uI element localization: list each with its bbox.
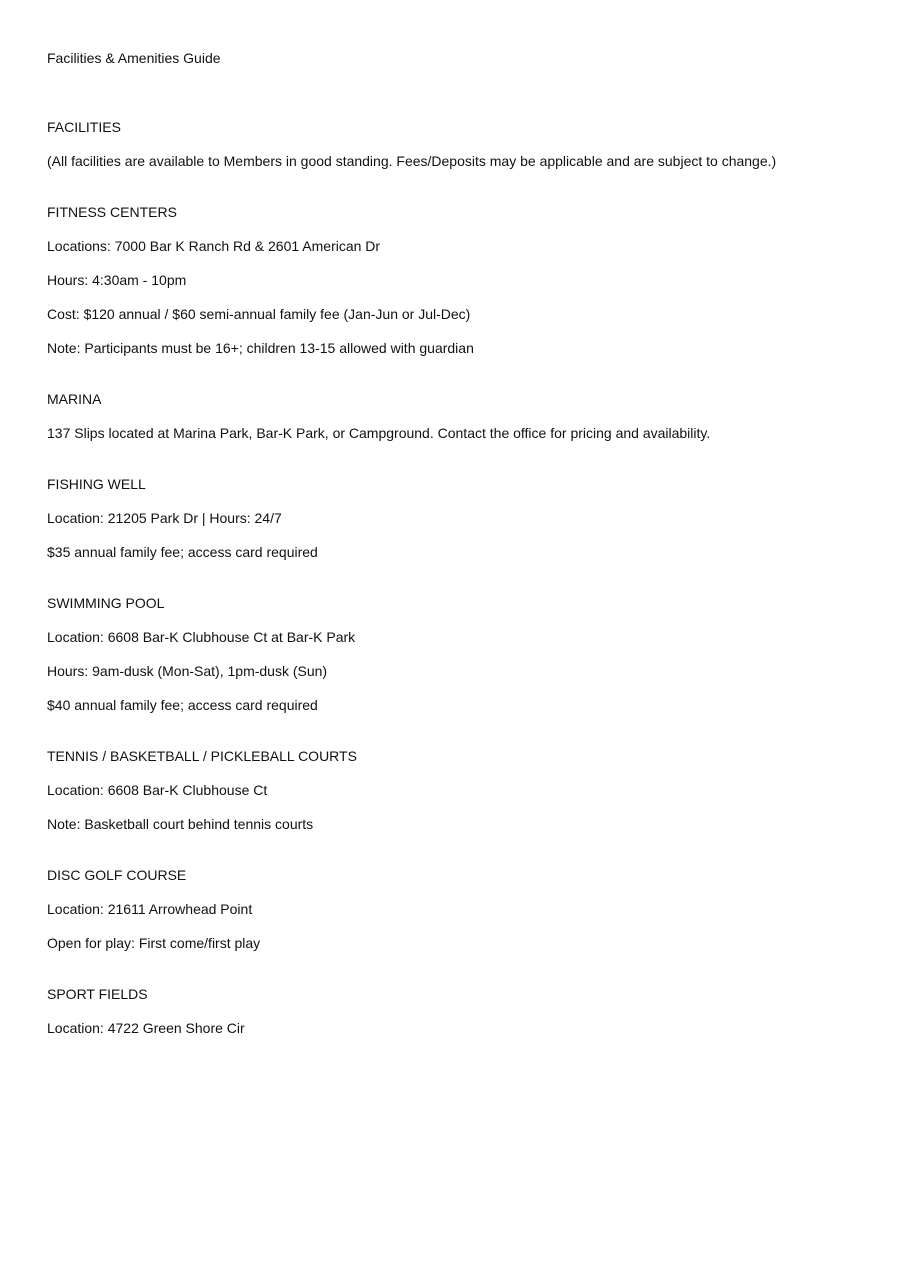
section-marina <box>47 391 867 442</box>
section-heading: SPORT FIELDS <box>47 986 148 1002</box>
section-heading: TENNIS / BASKETBALL / PICKLEBALL COURTS <box>47 748 357 764</box>
section-tennis-basketball-pickleball-courts <box>47 748 867 833</box>
section-text: Hours: 9am-dusk (Mon-Sat), 1pm-dusk (Sun) <box>47 663 328 679</box>
document-body <box>47 50 867 1054</box>
section-fitness-centers <box>47 204 867 357</box>
section-text: $35 annual family fee; access card required <box>47 544 318 560</box>
section-heading: SWIMMING POOL <box>47 595 165 611</box>
document-title: Facilities & Amenities Guide <box>47 50 221 66</box>
section-text: Location: 21205 Park Dr | Hours: 24/7 <box>47 510 282 526</box>
section-text: $40 annual family fee; access card required <box>47 697 318 713</box>
section-disc-golf-course <box>47 867 867 952</box>
section-text: Location: 6608 Bar-K Clubhouse Ct at Bar-K Park <box>47 629 356 645</box>
section-heading: FACILITIES <box>47 119 121 135</box>
section-heading: FITNESS CENTERS <box>47 204 177 220</box>
section-sport-fields <box>47 986 867 1037</box>
section-text: Cost: $120 annual / $60 semi-annual family fee (Jan-Jun or Jul-Dec) <box>47 306 471 322</box>
section-text: Hours: 4:30am - 10pm <box>47 272 187 288</box>
section-heading: FISHING WELL <box>47 476 146 492</box>
section-text: Location: 4722 Green Shore Cir <box>47 1020 245 1036</box>
section-fishing-well <box>47 476 867 561</box>
section-text: Note: Participants must be 16+; children 13-15 allowed with guardian <box>47 340 474 356</box>
section-text: (All facilities are available to Members in good standing. Fees/Deposits may be applicable and are subject to change.) <box>47 153 777 169</box>
section-text: Note: Basketball court behind tennis courts <box>47 816 314 832</box>
section-text: Open for play: First come/first play <box>47 935 261 951</box>
section-text: Location: 6608 Bar-K Clubhouse Ct <box>47 782 268 798</box>
section-facilities <box>47 119 867 170</box>
section-text: Locations: 7000 Bar K Ranch Rd & 2601 American Dr <box>47 238 381 254</box>
section-heading: MARINA <box>47 391 102 407</box>
section-heading: DISC GOLF COURSE <box>47 867 187 883</box>
section-text: Location: 21611 Arrowhead Point <box>47 901 253 917</box>
section-text: 137 Slips located at Marina Park, Bar-K Park, or Campground. Contact the office for pricing and availability. <box>47 425 711 441</box>
section-swimming-pool <box>47 595 867 714</box>
